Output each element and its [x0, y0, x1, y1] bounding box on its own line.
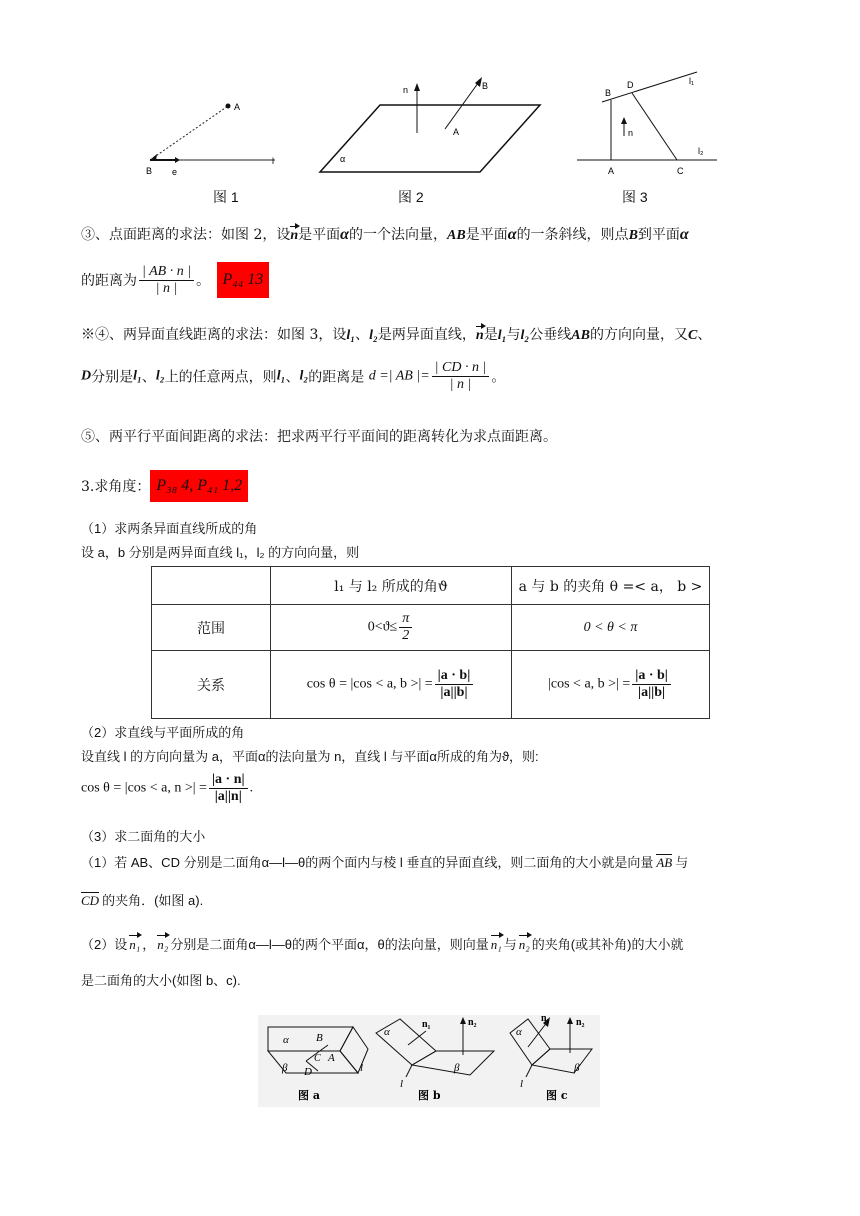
table-range-vector-angle: 0 < θ < π	[512, 605, 710, 651]
fig-b-caption: 图 b	[418, 1089, 441, 1102]
table-header-line-angle: l₁ 与 l₂ 所成的角ϑ	[271, 567, 512, 605]
section3-reference-badge: P₃₈ 4, P₄₁ 1,2	[150, 470, 248, 502]
fig3-caption: 图 3	[622, 189, 648, 205]
svg-text:l: l	[520, 1078, 524, 1090]
figures-dihedral	[258, 1015, 600, 1107]
figure-3	[572, 62, 722, 180]
fig3-label-d: D	[627, 80, 634, 90]
svg-text:l: l	[360, 1062, 364, 1074]
vector-n: n	[290, 228, 299, 243]
fig2-label-b: B	[482, 81, 489, 91]
fig3-label-l2: l₂	[698, 146, 704, 156]
fig3-label-l1: l₁	[689, 76, 695, 86]
svg-text:β: β	[574, 1062, 580, 1074]
table-row-range-label: 范围	[152, 605, 271, 651]
fig2-caption: 图 2	[398, 189, 424, 205]
fig1-label-e: e	[172, 167, 178, 177]
sub3-para1-line1: （1）若 AB、CD 分别是二面角α—l—θ的两个面内与棱 l 垂直的异面直线，则二面角的大小就是向量 AB 与	[81, 855, 689, 870]
figure-2	[315, 75, 545, 180]
svg-text:α: α	[384, 1026, 390, 1038]
section3-heading: 3.求角度： P₃₈ 4, P₄₁ 1,2	[81, 470, 248, 502]
fig1-label-a: A	[234, 102, 241, 112]
sub1-desc: 设 a，b 分别是两异面直线 l₁，l₂ 的方向向量，则	[81, 545, 360, 560]
sub3-para1-line2: CD 的夹角．(如图 a).	[81, 893, 204, 908]
fig1-caption: 图 1	[213, 189, 239, 205]
page-reference-badge: P₄₄ 13	[217, 262, 270, 298]
table-row-relation-label: 关系	[152, 651, 271, 719]
svg-text:n₁: n₁	[422, 1019, 431, 1030]
item3-line1: ③、点面距离的求法：如图 2，设n是平面α的一个法向量，AB是平面α的一条斜线，则点B到平面α	[81, 226, 689, 243]
svg-text:A: A	[328, 1052, 335, 1064]
skew-distance-fraction: $\frac{| CD \cdot n |}{| n |}$	[432, 360, 490, 393]
fig3-label-c: C	[677, 166, 684, 176]
sub3-para2-line1: （2）设 n₁ ， n₂ 分别是二面角α—l—θ的两个平面α，θ的法向量，则向量 n₁ 与 n₂ 的夹角(或其补角)的大小就	[81, 937, 684, 952]
fig3-label-n: n	[628, 128, 634, 138]
svg-text:β: β	[282, 1062, 288, 1074]
fig2-label-n: n	[403, 85, 409, 95]
svg-text:C: C	[314, 1053, 321, 1064]
table-header-empty	[152, 567, 271, 605]
fig2-label-alpha: α	[340, 154, 346, 164]
item3-line2: 的距离为 $\frac{| AB \cdot n |}{| n |}$ 。 P₄₄ 13	[81, 262, 269, 298]
svg-text:α: α	[516, 1026, 522, 1038]
fig3-label-a: A	[608, 166, 615, 176]
svg-text:B: B	[316, 1032, 323, 1044]
item4-line2: D分别是l₁、l₂上的任意两点，则l₁、l₂的距离是 d =| AB |= $\frac{| CD \cdot n |}{| n |}$ 。	[81, 360, 506, 392]
sub1-heading: （1）求两条异面直线所成的角	[81, 521, 258, 536]
table-relation-vector-angle: |cos < a, b >| = $\frac{|a \cdot b|}{|a||b|}$	[512, 651, 710, 719]
svg-text:n₂: n₂	[468, 1017, 477, 1028]
fig3-label-b: B	[605, 88, 612, 98]
sub3-para2-line2: 是二面角的大小(如图 b、c).	[81, 973, 241, 988]
angle-table	[151, 566, 710, 719]
item4-line1: ※④、两异面直线距离的求法：如图 3，设l₁、l₂是两异面直线，n是l₁与l₂公垂线AB的方向向量，又C、	[81, 327, 712, 343]
svg-text:n₂: n₂	[576, 1017, 585, 1028]
svg-text:D: D	[304, 1066, 312, 1078]
fig2-label-a: A	[453, 127, 460, 137]
svg-text:β: β	[454, 1062, 460, 1074]
table-range-line-angle: 0<ϑ≤ $\frac{\pi}{2}$	[271, 605, 512, 651]
fig1-label-l: l	[272, 156, 274, 166]
svg-text:l: l	[400, 1078, 404, 1090]
svg-text:α: α	[283, 1034, 289, 1046]
sub2-desc: 设直线 l 的方向向量为 a，平面α的法向量为 n，直线 l 与平面α所成的角为ϑ，则:	[81, 749, 539, 764]
fig-a-caption: 图 a	[298, 1089, 320, 1102]
figure-1	[130, 90, 290, 180]
table-header-vector-angle: a 与 b 的夹角 θ =< a， b >	[512, 567, 710, 605]
svg-text:n₁: n₁	[541, 1015, 550, 1024]
sub3-heading: （3）求二面角的大小	[81, 829, 206, 844]
table-relation-line-angle: cos θ = |cos < a, b >| = $\frac{|a \cdot b|}{|a||b|}$	[271, 651, 512, 719]
sub2-formula: cos θ = |cos < a, n >| = $\frac{|a \cdot n|}{|a||n|}$ .	[81, 772, 254, 804]
item5: ⑤、两平行平面间距离的求法：把求两平行平面间的距离转化为求点面距离。	[81, 429, 557, 445]
fig-c-caption: 图 c	[546, 1089, 568, 1102]
distance-fraction: $\frac{| AB \cdot n |}{| n |}$	[139, 264, 194, 297]
fig1-label-b: B	[146, 166, 153, 176]
sub2-heading: （2）求直线与平面所成的角	[81, 725, 245, 740]
